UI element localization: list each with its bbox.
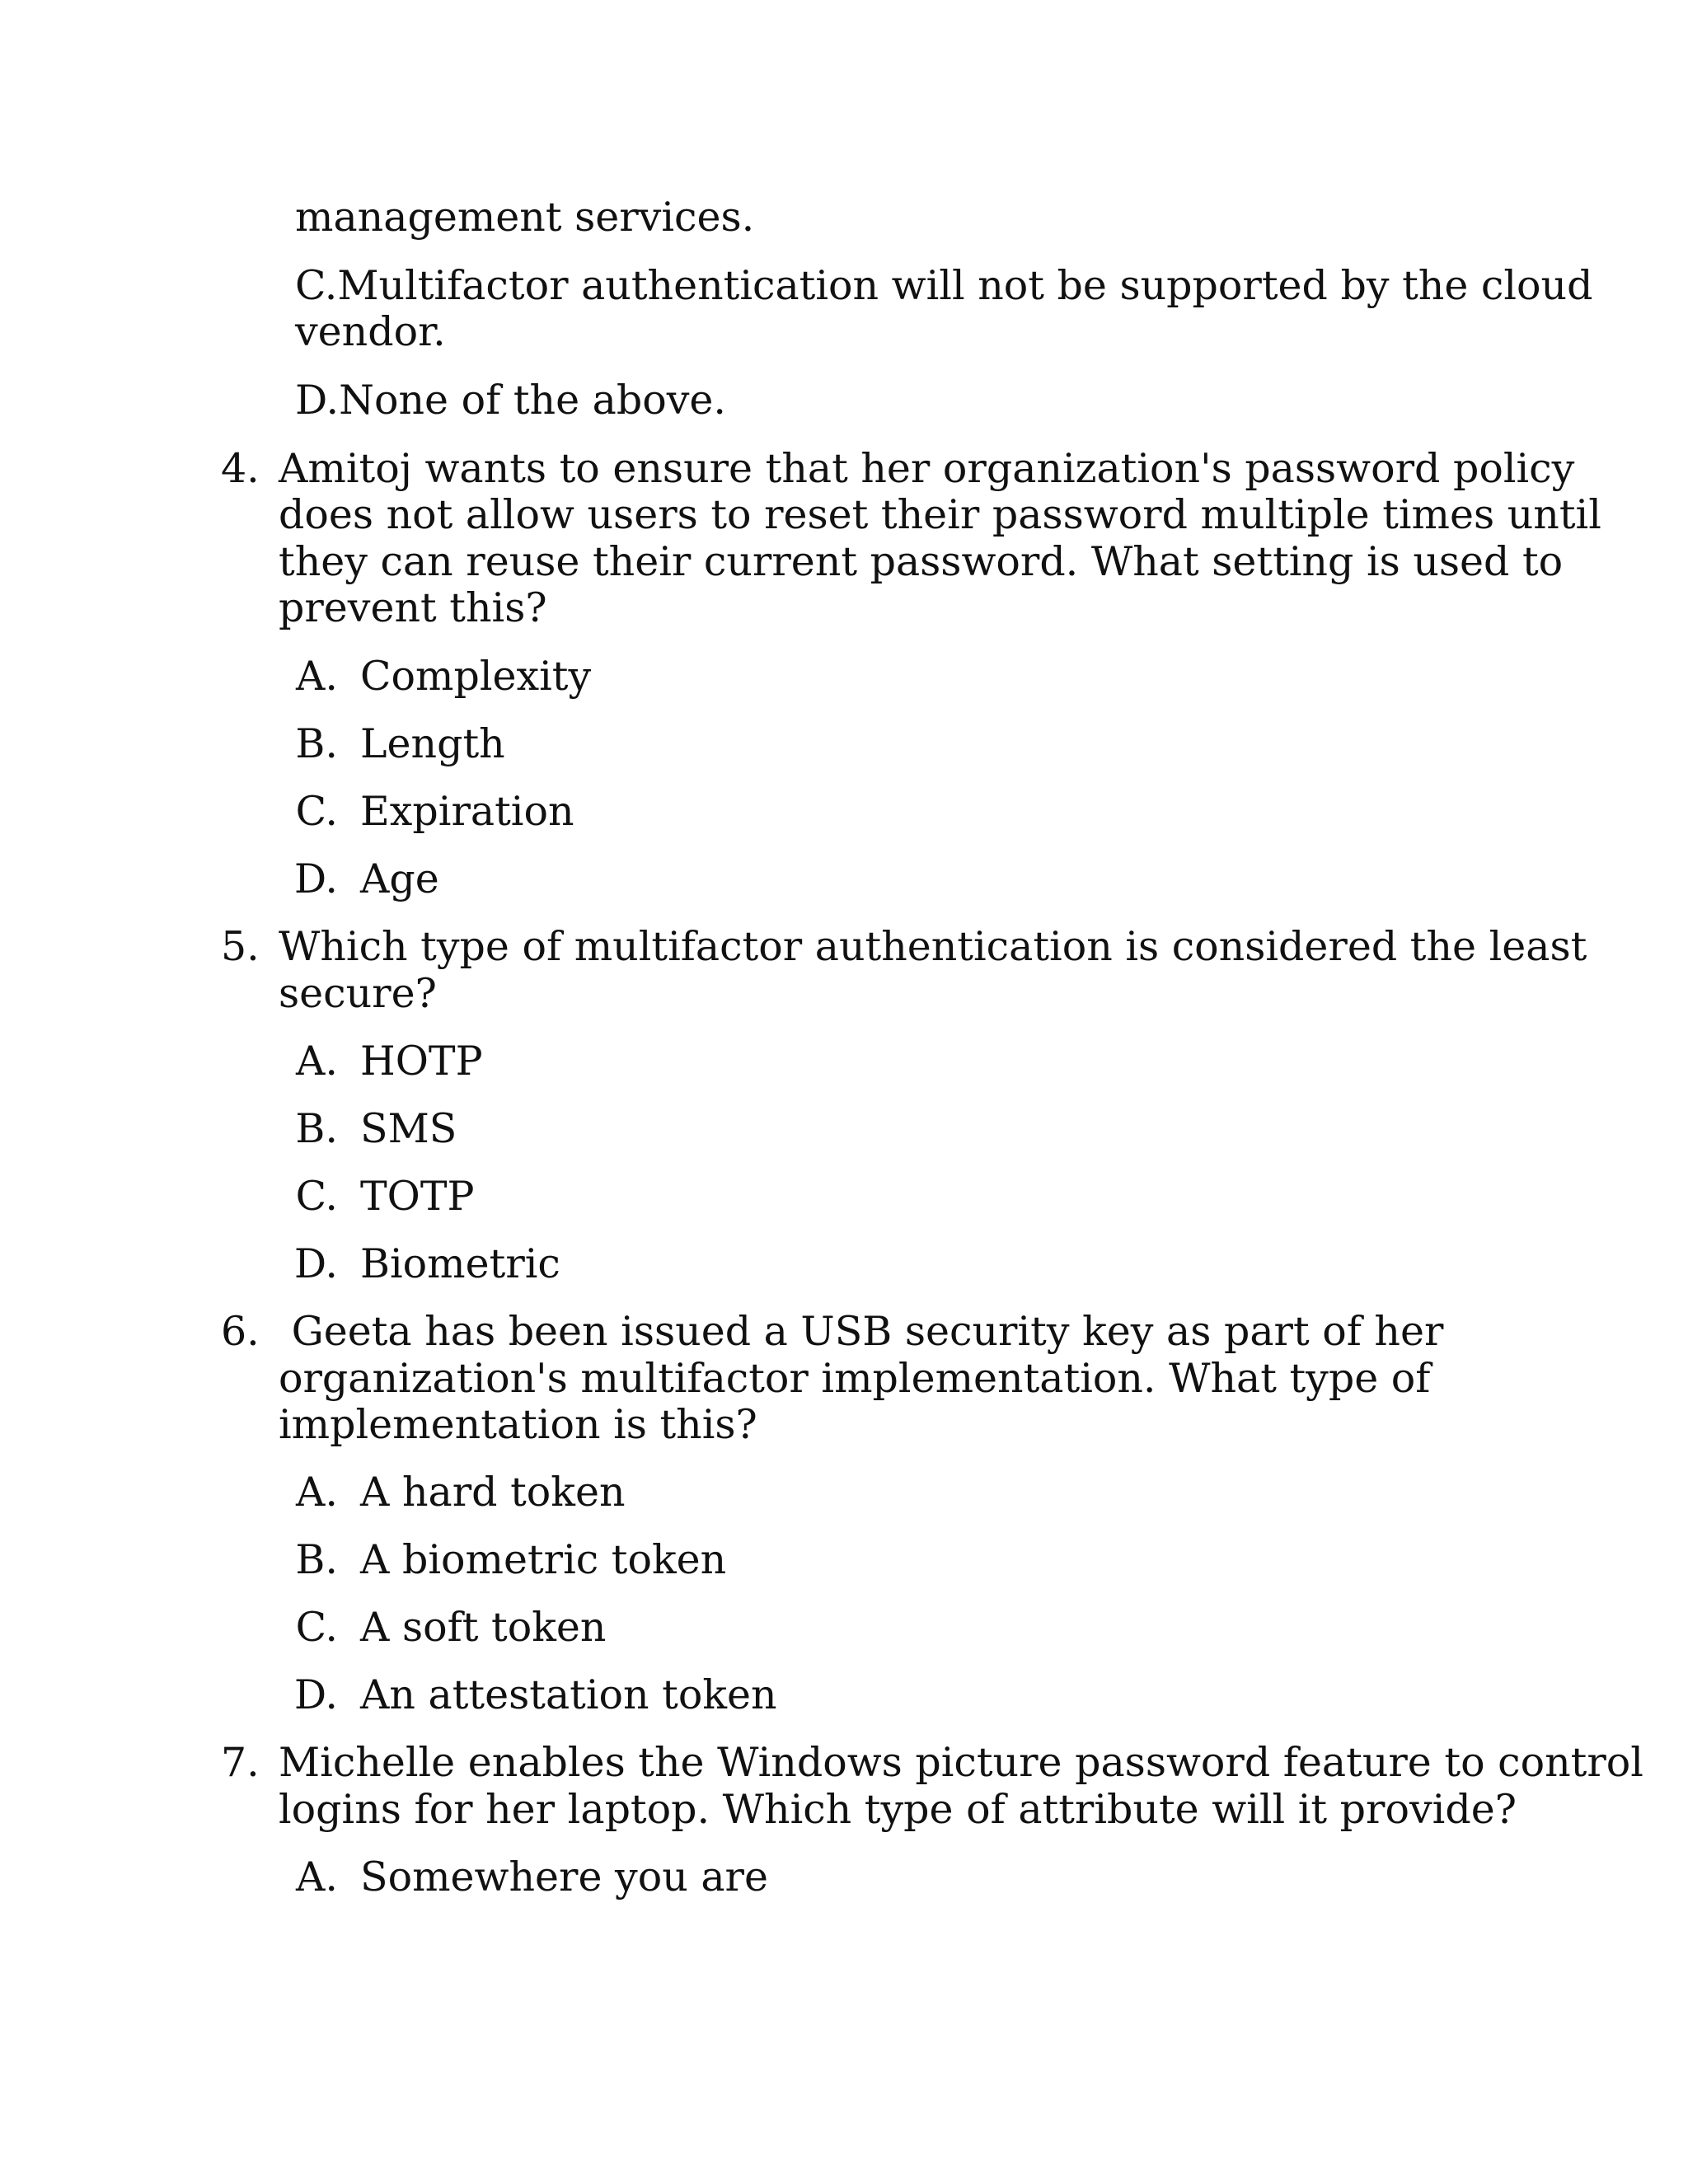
question-text-line: Which type of multifactor authentication is considered the least <box>279 923 1587 970</box>
option-letter: D. <box>293 855 338 902</box>
option-letter: A. <box>296 1469 338 1516</box>
option-text: TOTP <box>360 1173 475 1220</box>
prev-option-b-tail: management services. <box>295 194 755 241</box>
question-text-line: prevent this? <box>279 584 547 631</box>
question-number: 5. <box>221 923 260 970</box>
option-text: Biometric <box>360 1240 560 1287</box>
prev-option-d: D.None of the above. <box>295 377 726 424</box>
option-text: HOTP <box>360 1038 483 1085</box>
question-text-line: Amitoj wants to ensure that her organization's password policy <box>279 445 1575 492</box>
option-letter: D. <box>293 1671 338 1718</box>
option-letter: B. <box>295 720 338 767</box>
option-letter: A. <box>296 1038 338 1085</box>
option-text: Age <box>360 855 439 902</box>
question-number: 7. <box>221 1739 260 1786</box>
question-text-line: does not allow users to reset their password multiple times until <box>279 491 1601 538</box>
question-number: 4. <box>221 445 260 492</box>
option-text: An attestation token <box>360 1671 777 1718</box>
option-text: Expiration <box>360 788 574 835</box>
prev-option-c-line2: vendor. <box>295 308 446 355</box>
option-text: Somewhere you are <box>360 1854 768 1900</box>
option-text: A soft token <box>360 1604 607 1651</box>
option-letter: A. <box>296 653 338 700</box>
question-text-line: Geeta has been issued a USB security key as part of her <box>279 1308 1444 1355</box>
question-text-line: logins for her laptop. Which type of attribute will it provide? <box>279 1786 1517 1833</box>
option-text: A biometric token <box>360 1536 727 1583</box>
option-text: SMS <box>360 1105 457 1152</box>
prev-option-c-line1: C.Multifactor authentication will not be supported by the cloud <box>295 262 1593 309</box>
option-letter: C. <box>295 788 338 835</box>
option-letter: D. <box>293 1240 338 1287</box>
option-letter: C. <box>295 1604 338 1651</box>
question-text-line: organization's multifactor implementation. What type of <box>279 1355 1431 1402</box>
option-text: Complexity <box>360 653 592 700</box>
option-letter: B. <box>295 1536 338 1583</box>
option-text: Length <box>360 720 505 767</box>
option-letter: B. <box>295 1105 338 1152</box>
question-text-line: secure? <box>279 970 437 1017</box>
question-text-line: Michelle enables the Windows picture password feature to control <box>279 1739 1643 1786</box>
question-text-line: they can reuse their current password. What setting is used to <box>279 538 1564 585</box>
option-letter: A. <box>296 1854 338 1900</box>
question-text-line: implementation is this? <box>279 1401 757 1448</box>
option-text: A hard token <box>360 1469 626 1516</box>
question-number: 6. <box>221 1308 260 1355</box>
option-letter: C. <box>295 1173 338 1220</box>
